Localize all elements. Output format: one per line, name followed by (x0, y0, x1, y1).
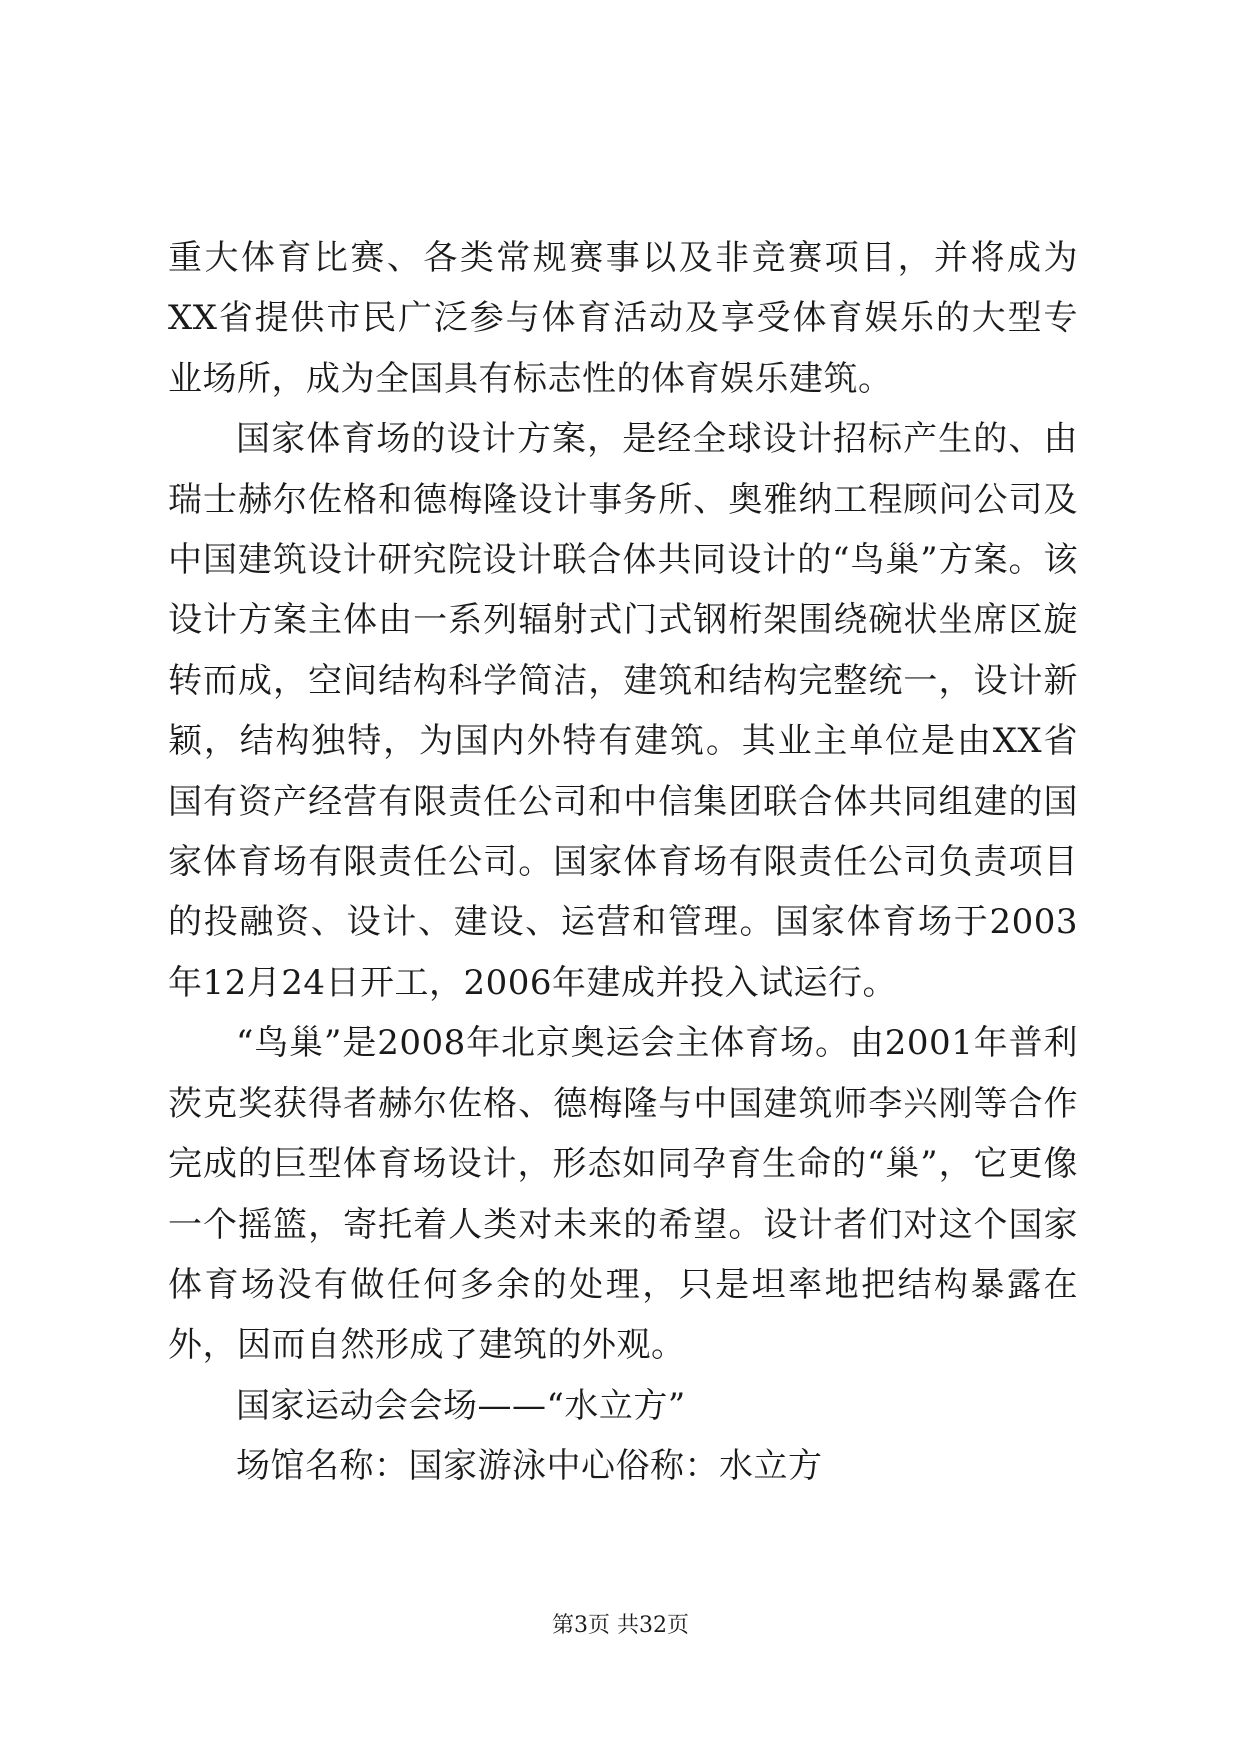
paragraph-birds-nest: “鸟巢”是2008年北京奥运会主体育场。由2001年普利茨克奖获得者赫尔佐格、德梅隆与中国建筑师李兴刚等合作完成的巨型体育场设计，形态如同孕育生命的“巢”，它更像一个摇篮，寄托着人类对未来的希望。设计者们对这个国家体育场没有做任何多余的处理，只是坦率地把结构暴露在外，因而自然形成了建筑的外观。 (168, 1023, 1078, 1366)
page-number-footer: 第3页 共32页 (552, 1613, 689, 1638)
paragraph-venue-name: 场馆名称：国家游泳中心俗称：水立方 (236, 1446, 823, 1487)
paragraph-continuation: 重大体育比赛、各类常规赛事以及非竞赛项目，并将成为XX省提供市民广泛参与体育活动及享受体育娱乐的大型专业场所，成为全国具有标志性的体育娱乐建筑。 (168, 238, 1078, 399)
section-heading-water-cube: 国家运动会会场——“水立方” (236, 1385, 686, 1426)
paragraph-design-scheme: 国家体育场的设计方案，是经全球设计招标产生的、由瑞士赫尔佐格和德梅隆设计事务所、奥雅纳工程顾问公司及中国建筑设计研究院设计联合体共同设计的“鸟巢”方案。该设计方案主体由一系列辐射式门式钢桁架围绕碗状坐席区旋转而成，空间结构科学简洁，建筑和结构完整统一，设计新颖，结构独特，为国内外特有建筑。其业主单位是由XX省国有资产经营有限责任公司和中信集团联合体共同组建的国家体育场有限责任公司。国家体育场有限责任公司负责项目的投融资、设计、建设、运营和管理。国家体育场于2003年12月24日开工，2006年建成并投入试运行。 (168, 419, 1078, 1003)
document-body (168, 228, 1078, 1497)
